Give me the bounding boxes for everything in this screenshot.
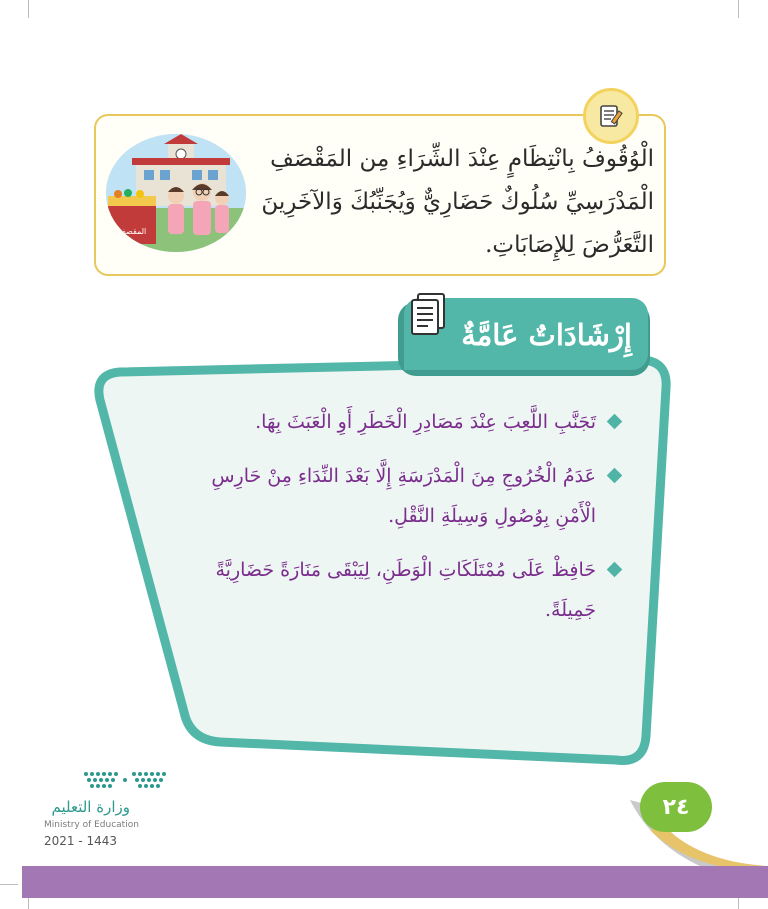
edition-year: 2021 - 1443 bbox=[44, 834, 118, 848]
document-icon bbox=[408, 290, 450, 338]
tip-line: الْمَدْرَسِيِّ سُلُوكٌ حَضَارِيٌّ وَيُجَنِّبُكَ وَالآخَرِينَ bbox=[261, 189, 654, 215]
ministry-logo bbox=[40, 768, 172, 852]
guideline-text: تَجَنَّبِ اللَّعِبَ عِنْدَ مَصَادِرِ الْخَطَرِ أَوِ الْعَبَثَ بِهَا. bbox=[255, 411, 596, 433]
canteen-sign: المقصف bbox=[117, 227, 147, 236]
tip-line: الْوُقُوفُ بِانْتِظَامٍ عِنْدَ الشِّرَاءِ مِن المَقْصَفِ bbox=[270, 146, 654, 172]
guideline-text: حَافِظْ عَلَى مُمْتَلَكَاتِ الْوَطَنِ، لِيَبْقَى مَنَارَةً حَضَارِيَّةً جَمِيلَةً. bbox=[215, 559, 596, 621]
ministry-name-english: Ministry of Education bbox=[44, 820, 139, 830]
page-number: ٢٤ bbox=[640, 782, 712, 832]
guideline-text: عَدَمُ الْخُرُوجِ مِنَ الْمَدْرَسَةِ إِلَّا بَعْدَ النِّدَاءِ مِنْ حَارِسِ الْأَمْنِ بِوُصُولِ وَسِيلَةِ النَّقْلِ. bbox=[211, 465, 596, 527]
section-title: إِرْشَادَاتٌ عَامَّةٌ bbox=[461, 318, 632, 352]
ministry-name-arabic: وزارة التعليم bbox=[51, 798, 130, 816]
footer-band bbox=[22, 866, 768, 898]
ministry-logo-icon bbox=[82, 768, 168, 790]
tip-line: التَّعَرُّضَ لِلإِصَابَاتِ. bbox=[485, 232, 654, 258]
